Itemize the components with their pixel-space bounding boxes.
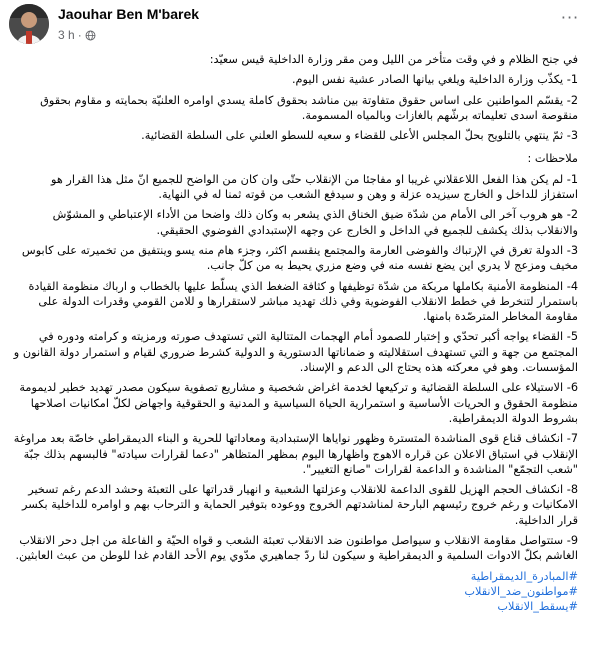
hashtag-link[interactable]: #المبادرة_الديمقراطية — [470, 569, 578, 583]
hashtag-link[interactable]: #يسقط_الانقلاب — [497, 600, 578, 614]
note-5: 5- القضاء يواجه أكبر تحدّي و إختبار للصمود أمام الهجمات المتتالية التي تستهدف صورته ورمزيته و كرامته ودوره في المجتمع من جهة و التي تستهدف استقلاليته و ضماناتها الدستورية و الدولية كشرط ضروري لقيام و استمرار دولة القانون و المؤسسات. وهو في معركته هذه يحتاج الى الدعم و الإسناد. — [13, 330, 578, 375]
note-1: 1- لم يكن هذا الفعل اللاعقلاني غريبا او مفاجئا من الإنقلاب حتّى وان كان من الواضح للجميع انّ مثل هذا القرار هو استفزاز للداخل و الخارج سيزيده عزلة و وهن و سيدفع الشعب من قوته ثمنا له في النهاية. — [51, 172, 578, 202]
note-2: 2- هو هروب آخر الى الأمام من شدّة ضيق الخناق الذي يشعر به وكان ذلك واضحا من الأداء الإعتباطي و المشوّش والانقلاب بذلك يكشف للجميع في الداخل و الخارج عن وجهه الإستبدادي الفوضوي الحقيقي. — [52, 208, 578, 237]
note-6: 6- الاستيلاء على السلطة القضائية و تركيعها لخدمة اغراض شخصية و مشاريع تصفوية سيكون مصدر تهديد خطير لديمومة منظومة الحقوق و الحريات الأساسية و استمرارية الحياة السياسية و المدنية و الحقوقية واجهاض لكلّ امكانيات اصلاحها بشروط الدولة الديمقراطية. — [19, 381, 578, 425]
post-body — [12, 52, 578, 615]
post-intro: في جنح الظلام و في وقت متأخر من الليل ومن مقر وزارة الداخلية قيس سعيّد: — [209, 53, 578, 66]
globe-icon[interactable] — [85, 30, 96, 41]
post-point-3: 3- ثمّ ينتهي بالتلويح بحلّ المجلس الأعلى للقضاء و سعيه للسطو العلني على السلطة القضائية. — [141, 129, 578, 143]
meta-separator: · — [77, 28, 82, 42]
avatar-image — [9, 4, 49, 44]
post-meta — [58, 28, 96, 42]
post-point-1: 1- يكذّب وزارة الداخلية ويلغي بيانها الصادر عشية نفس اليوم. — [291, 73, 578, 87]
note-3: 3- الدولة تغرق في الإرتباك والفوضى العارمة والمجتمع ينقسم اكثر، وجزء هام منه يسو وينتفيق من تخميرته على كابوس مخيف ومزعج لا يدري اين يضع نفسه منه في وضع مزري يحيط به من كلّ جانب. — [21, 243, 578, 273]
notes-title: ملاحظات : — [527, 152, 578, 166]
hashtag-list — [12, 569, 578, 615]
note-7: 7- انكشاف قناع قوى المناشدة المتسترة وظهور نواياها الإستبدادية ومعاداتها للحرية و البناء الديمقراطي خاصّة بعد مراوغة الإنقلاب في استباق الاعلان عن قراره الاهوج واظهارها اليوم بمظهر المتظاهر "دعما لقرارات سيادته" فالبسهم بذلك جبّة "شعب التجمّع" المناشدة و الداعمة لقرارات "صانع التغيير". — [13, 432, 578, 476]
note-8: 8- انكشاف الحجم الهزيل للقوى الداعمة للانقلاب وعزلتها الشعبية و انهيار قدراتها على التعبئة وحشد الدعم رغم تسخير الامكانيات و رغم خروج رئيسهم البارحة لمناشدتهم الخروج ووعوده بتوفير الحماية و الترحاب بهم و اوامره للداخلية بكسر قرار الداخلية. — [21, 483, 578, 527]
note-4: 4- المنظومة الأمنية بكاملها مربكة من شدّة توظيفها و كثافة الضغط الذي يسلّط عليها بالخطاب و ارباك منظومة القيادة باستمرار لتنخرط في خطط الانقلاب الفوضوية وفي ذلك تهديد مباشر لاستقرارها و للامن القومي وقدرات الدولة على مقاومة المخاطر المترصّدة بامنها. — [28, 279, 578, 324]
note-9: 9- ستتواصل مقاومة الانقلاب و سيواصل مواطنون ضد الانقلاب تعبئة الشعب و قواه الحيّة و الفاعلة من اجل دحر الانقلاب الغاشم بكلّ الادوات السلمية و الديمقراطية و سيكون لنا ردّ جماهيري مدّوي يوم الأحد القادم غدا للوطن من عبث العابثين. — [15, 534, 578, 563]
author-name-link[interactable]: Jaouhar Ben M'barek — [58, 6, 200, 22]
post-timestamp[interactable]: 3 h — [58, 28, 75, 42]
hashtag-link[interactable]: #مواطنون_ضد_الانقلاب — [464, 584, 578, 598]
more-options-icon[interactable]: ··· — [560, 8, 580, 27]
post-header — [0, 0, 592, 50]
post-point-2: 2- يقسّم المواطنين على اساس حقوق متفاوتة بين مناشد بحقوق كاملة يسدي اوامره العلنيّة بحمايته و مقاوم بحقوق منقوصة اسدى تعليماته برشّهم بالغازات وبالمياه المسمومة. — [40, 93, 578, 122]
author-avatar[interactable] — [9, 4, 49, 44]
